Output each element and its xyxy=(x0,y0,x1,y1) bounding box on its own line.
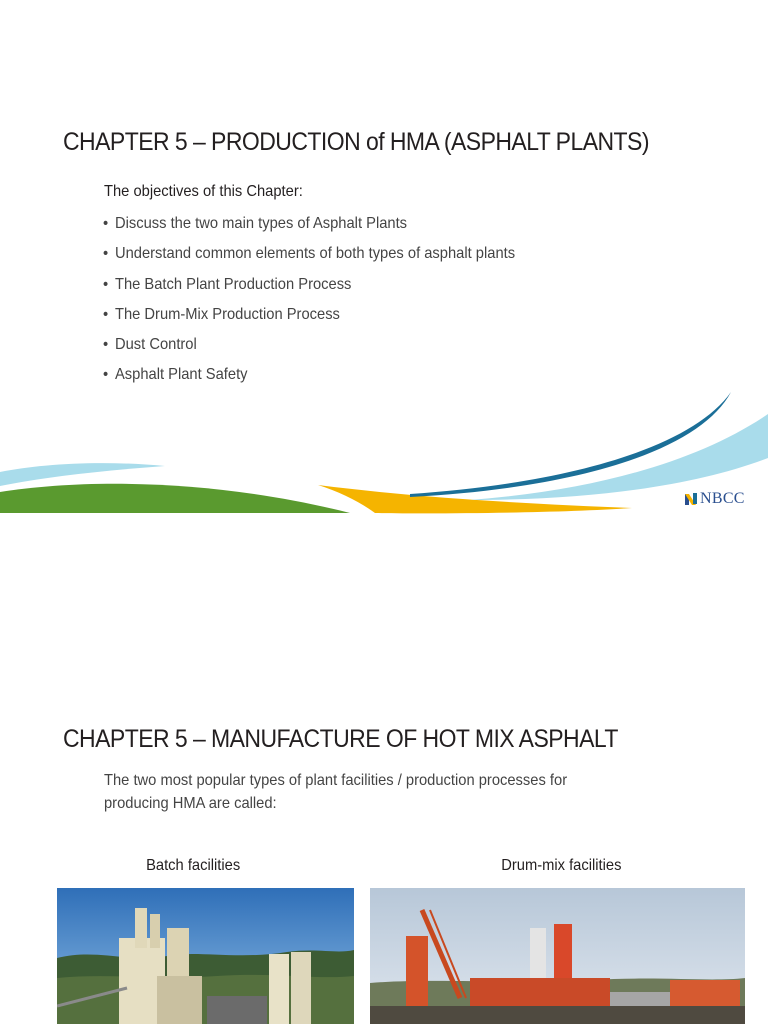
list-item: • The Batch Plant Production Process xyxy=(103,273,515,303)
list-item: • The Drum-Mix Production Process xyxy=(103,303,515,333)
intro-paragraph: The two most popular types of plant facilities / production processes for producing HMA are called: xyxy=(104,772,568,812)
list-item: • Asphalt Plant Safety xyxy=(103,363,515,393)
objectives-heading: The objectives of this Chapter: xyxy=(104,183,303,200)
bullet-icon: • xyxy=(103,215,109,232)
drum-mix-plant-photo xyxy=(370,888,745,1024)
drum-mix-facilities-caption: Drum-mix facilities xyxy=(501,857,622,874)
batch-plant-photo xyxy=(57,888,354,1024)
slide-title: CHAPTER 5 – PRODUCTION of HMA (ASPHALT PLANTS) xyxy=(63,128,649,156)
bullet-icon: • xyxy=(103,305,109,323)
bullet-icon: • xyxy=(103,336,109,354)
nbcc-logo-mark-icon xyxy=(684,492,698,506)
bullet-icon: • xyxy=(103,366,109,384)
list-item: • Dust Control xyxy=(103,333,515,363)
batch-facilities-caption: Batch facilities xyxy=(146,857,241,874)
slide-title: CHAPTER 5 – MANUFACTURE OF HOT MIX ASPHALT xyxy=(63,725,618,753)
list-item: • Understand common elements of both types of asphalt plants xyxy=(103,242,515,272)
bullet-icon: • xyxy=(103,275,109,293)
objectives-list xyxy=(103,212,551,394)
decorative-swoosh-banner xyxy=(0,380,768,515)
bullet-icon: • xyxy=(103,245,109,263)
green-hill xyxy=(0,484,350,513)
logo-text: NBCC xyxy=(700,490,745,507)
nbcc-logo xyxy=(684,487,745,511)
light-blue-swoosh-left xyxy=(0,463,165,486)
list-item: • Discuss the two main types of Asphalt Plants xyxy=(103,212,515,242)
slide-manufacture-of-hma xyxy=(0,515,768,1024)
